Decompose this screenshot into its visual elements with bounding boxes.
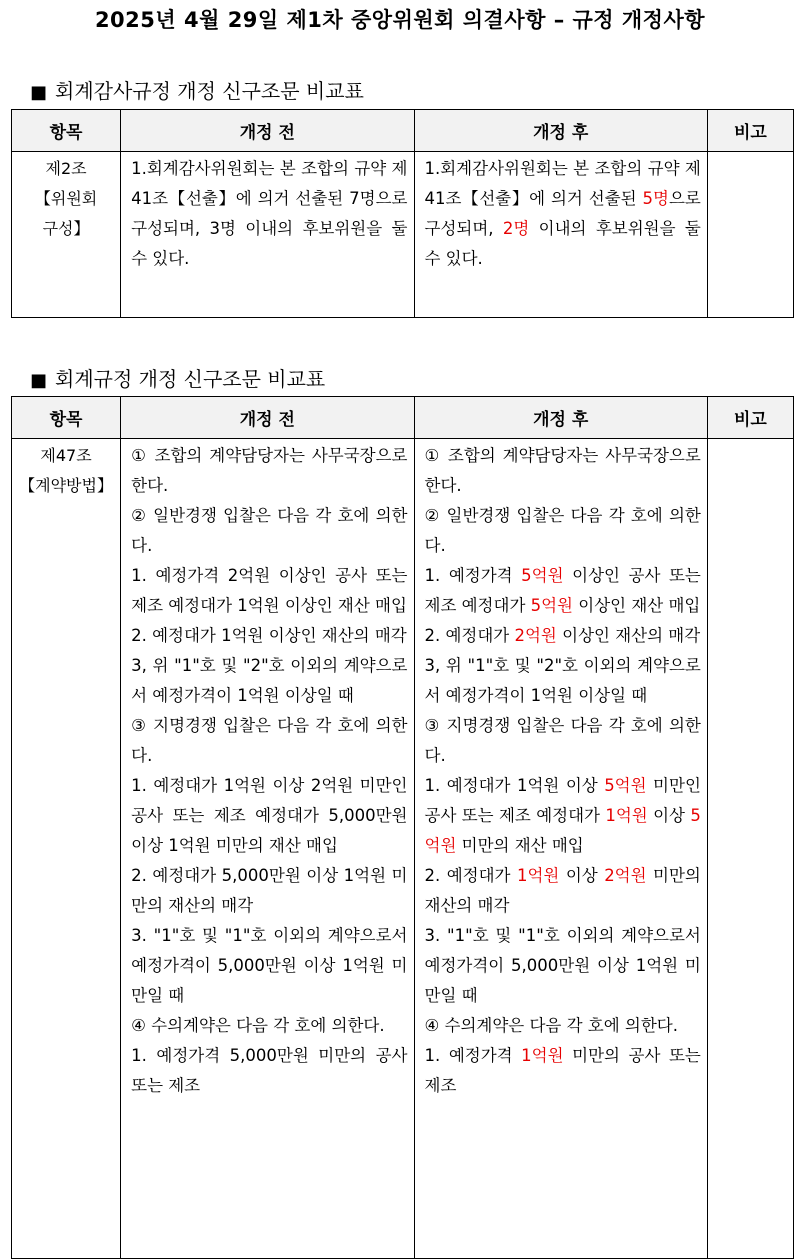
text-span: 이상인 재산의 매각 [556,626,701,645]
clause-text [425,771,701,861]
clause-text: ② 일반경쟁 입찰은 다음 각 호에 의한다. [424,506,701,555]
changed-text: 5명 [642,189,669,208]
text-span: 이내의 후보위원을 둘 수 있다. [424,219,701,268]
clause-text: ④ 수의계약은 다음 각 호에 의한다. [131,1016,385,1035]
clause-text: 3. "1"호 및 "1"호 이외의 계약으로서 예정가격이 5,000만원 이상 1억원 미만일 때 [424,926,701,1005]
text-span: 1. 예정대가 1억원 이상 [424,776,605,795]
page-title: 2025년 4월 29일 제1차 중앙위원회 의결사항 – 규정 개정사항 [94,8,706,32]
changed-text: 5억원 [530,596,574,615]
clause-text [425,621,701,651]
clause-text: ① 조합의 계약담당자는 사무국장으로 한다. [131,446,408,495]
clause-text: 3, 위 "1"호 및 "2"호 이외의 계약으로서 예정가격이 1억원 이상일 때 [131,656,408,705]
changed-text: 1억원 [521,1046,564,1065]
article-cell [12,152,121,318]
header-note: 비고 [707,397,793,439]
square-bullet-icon: ■ [30,82,48,103]
text-span: 2. 예정대가 [424,626,515,645]
text-span: 으로 구성되며, [424,189,701,238]
text-span: 미만의 재산 매입 [456,836,584,855]
section-heading-text: 회계감사규정 개정 신구조문 비교표 [55,79,364,103]
clause-text: ③ 지명경쟁 입찰은 다음 각 호에 의한다. [424,716,701,765]
clause-text: 3, 위 "1"호 및 "2"호 이외의 계약으로서 예정가격이 1억원 이상일 때 [424,656,701,705]
section-heading-text: 회계규정 개정 신구조문 비교표 [55,367,326,391]
text-span: 이상 [647,806,691,825]
note-cell [707,439,793,1259]
clause-text [425,1041,701,1101]
text-span: 이상인 재산 매입 [573,596,701,615]
clause-text: 2. 예정대가 5,000만원 이상 1억원 미만의 재산의 매각 [131,866,408,915]
clause-text: 1. 예정가격 5,000만원 미만의 공사 또는 제조 [131,1046,408,1095]
changed-text: 5억원 [604,776,647,795]
text-span: 미만인 공사 또는 제조 예정대가 [424,776,701,825]
changed-text: 5억원 [521,566,564,585]
article-title-line: 구성】 [42,219,90,238]
header-before: 개정 전 [121,397,414,439]
comparison-table-accounting [11,396,794,1259]
changed-text: 2명 [502,219,530,238]
text-span: 1. 예정가격 [424,1046,522,1065]
article-title-line: 【위원회 [34,189,98,208]
header-item: 항목 [12,397,121,439]
header-item: 항목 [12,110,121,152]
after-cell [414,152,707,318]
clause-text: 1. 예정가격 2억원 이상인 공사 또는 제조 예정대가 1억원 이상인 재산 매입 [131,566,408,615]
before-cell [121,439,414,1259]
clause-text: ③ 지명경쟁 입찰은 다음 각 호에 의한다. [131,716,408,765]
clause-text: ④ 수의계약은 다음 각 호에 의한다. [424,1016,678,1035]
section-heading-accounting [30,363,325,392]
clause-text: 1. 예정대가 1억원 이상 2억원 미만인 공사 또는 제조 예정대가 5,000만원 이상 1억원 미만의 재산 매입 [131,776,408,855]
changed-text: 1억원 [516,866,560,885]
comparison-table-audit [11,109,794,318]
text-span: 이상인 공사 또는 제조 예정대가 [424,566,701,615]
clause-text: 2. 예정대가 1억원 이상인 재산의 매각 [131,626,407,645]
table-header-row [12,397,794,439]
before-text: 1.회계감사위원회는 본 조합의 규약 제41조【선출】에 의거 선출된 7명으로 구성되며, 3명 이내의 후보위원을 둘 수 있다. [131,159,408,268]
before-cell [121,152,414,318]
header-before: 개정 전 [121,110,414,152]
article-cell [12,439,121,1259]
table-row [12,439,794,1259]
after-text [425,154,701,274]
text-span: 2. 예정대가 [424,866,517,885]
header-after: 개정 후 [414,397,707,439]
clause-text: ② 일반경쟁 입찰은 다음 각 호에 의한다. [131,506,408,555]
header-after: 개정 후 [414,110,707,152]
text-span: 1.회계감사위원회는 본 조합의 규약 제41조【선출】에 의거 선출된 [424,159,701,208]
table-header-row [12,110,794,152]
clause-text [425,561,701,621]
changed-text: 1억원 [605,806,648,825]
changed-text: 2억원 [514,626,557,645]
header-note: 비고 [707,110,793,152]
note-cell [707,152,793,318]
text-span: 미만의 재산의 매각 [424,866,701,915]
changed-text: 2억원 [604,866,647,885]
clause-text: 3. "1"호 및 "1"호 이외의 계약으로서 예정가격이 5,000만원 이상 1억원 미만일 때 [131,926,408,1005]
clause-text: ① 조합의 계약담당자는 사무국장으로 한다. [424,446,701,495]
article-number: 제47조 [40,446,92,465]
table-row [12,152,794,318]
section-heading-audit [30,75,364,104]
text-span: 1. 예정가격 [424,566,522,585]
clause-text [425,861,701,921]
article-title-line: 【계약방법】 [19,476,113,495]
after-cell [414,439,707,1259]
text-span: 이상 [559,866,605,885]
square-bullet-icon: ■ [30,370,48,391]
text-span: 미만의 공사 또는 제조 [424,1046,701,1095]
changed-text: 5억원 [424,806,701,855]
article-number: 제2조 [45,159,87,178]
